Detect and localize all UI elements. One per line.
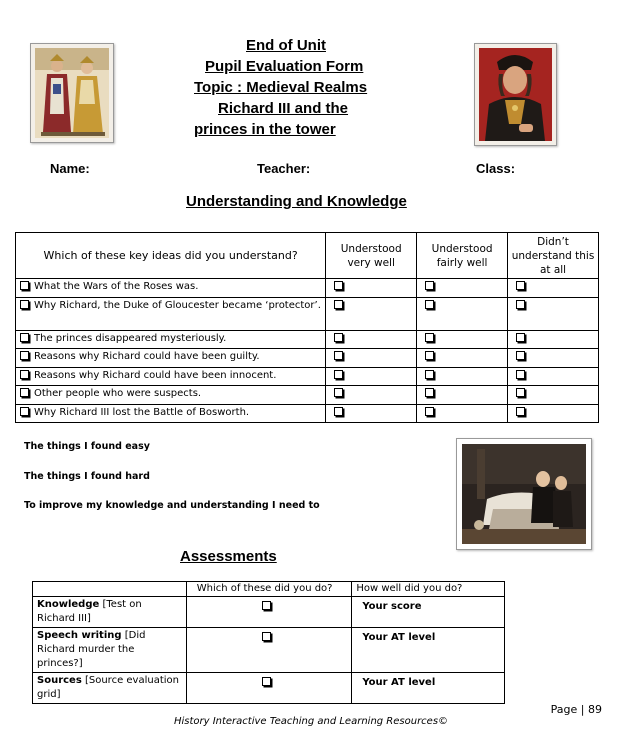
class-field-label: Class: bbox=[476, 161, 516, 176]
assessment-detail: [Test on Richard III] bbox=[37, 599, 142, 624]
checkbox-cell[interactable] bbox=[326, 404, 417, 423]
checkbox-icon[interactable] bbox=[516, 388, 525, 397]
richard-iii-portrait-image bbox=[474, 43, 557, 146]
checkbox-icon[interactable] bbox=[334, 407, 343, 416]
checkbox-icon[interactable] bbox=[516, 370, 525, 379]
checkbox-icon[interactable] bbox=[334, 333, 343, 342]
understanding-table bbox=[15, 232, 599, 423]
medieval-couple-image bbox=[30, 43, 114, 143]
key-idea-text: Other people who were suspects. bbox=[34, 388, 202, 399]
title-line-5: princes in the tower bbox=[194, 121, 336, 138]
checkbox-cell[interactable] bbox=[508, 279, 599, 298]
assessment-detail: [Source evaluation grid] bbox=[37, 675, 179, 700]
checkbox-icon bbox=[20, 407, 29, 416]
checkbox-icon bbox=[20, 351, 29, 360]
checkbox-icon[interactable] bbox=[425, 351, 434, 360]
checkbox-icon bbox=[20, 370, 29, 379]
assessment-name: Sources bbox=[37, 675, 82, 686]
page-number: Page | 89 bbox=[550, 703, 602, 716]
footer-credit: History Interactive Teaching and Learning Resources© bbox=[173, 716, 449, 727]
checkbox-icon[interactable] bbox=[516, 333, 525, 342]
checkbox-cell[interactable] bbox=[186, 597, 352, 628]
checkbox-icon[interactable] bbox=[334, 300, 343, 309]
checkbox-cell[interactable] bbox=[508, 404, 599, 423]
checkbox-cell[interactable] bbox=[326, 349, 417, 368]
result-cell: Your score bbox=[352, 597, 505, 628]
checkbox-cell[interactable] bbox=[508, 367, 599, 386]
checkbox-cell[interactable] bbox=[417, 386, 508, 405]
princes-in-tower-painting bbox=[456, 438, 592, 550]
found-hard-label: The things I found hard bbox=[24, 471, 150, 482]
checkbox-icon[interactable] bbox=[334, 281, 343, 290]
checkbox-icon bbox=[20, 333, 29, 342]
table-row bbox=[16, 386, 599, 405]
name-field-label: Name: bbox=[50, 161, 90, 176]
checkbox-icon[interactable] bbox=[262, 677, 271, 686]
checkbox-cell[interactable] bbox=[417, 297, 508, 330]
checkbox-icon[interactable] bbox=[425, 388, 434, 397]
checkbox-cell[interactable] bbox=[508, 349, 599, 368]
assessment-detail: [Did Richard murder the princes?] bbox=[37, 630, 146, 669]
column-header-activity bbox=[33, 582, 187, 597]
key-idea-cell bbox=[16, 279, 326, 298]
checkbox-icon[interactable] bbox=[516, 300, 525, 309]
checkbox-icon[interactable] bbox=[516, 281, 525, 290]
title-line-1: End of Unit bbox=[246, 37, 326, 54]
checkbox-icon bbox=[20, 281, 29, 290]
checkbox-cell[interactable] bbox=[326, 330, 417, 349]
table-row bbox=[16, 297, 599, 330]
improve-label: To improve my knowledge and understanding I need to bbox=[24, 500, 320, 511]
checkbox-cell[interactable] bbox=[417, 404, 508, 423]
assessment-name: Knowledge bbox=[37, 599, 100, 610]
checkbox-icon[interactable] bbox=[425, 333, 434, 342]
checkbox-icon[interactable] bbox=[516, 407, 525, 416]
key-idea-text: Reasons why Richard could have been guilty. bbox=[34, 351, 260, 362]
checkbox-cell[interactable] bbox=[508, 386, 599, 405]
checkbox-icon[interactable] bbox=[425, 407, 434, 416]
assessment-cell bbox=[33, 628, 187, 673]
column-header-key-ideas: Which of these key ideas did you understand? bbox=[16, 233, 326, 279]
assessment-cell bbox=[33, 597, 187, 628]
checkbox-cell[interactable] bbox=[326, 297, 417, 330]
title-line-4: Richard III and the bbox=[218, 100, 349, 117]
understanding-heading: Understanding and Knowledge bbox=[186, 193, 407, 210]
column-header-which-did: Which of these did you do? bbox=[186, 582, 352, 597]
table-row bbox=[16, 279, 599, 298]
key-idea-cell bbox=[16, 349, 326, 368]
assessment-cell bbox=[33, 673, 187, 704]
table-header-row bbox=[33, 582, 505, 597]
checkbox-icon[interactable] bbox=[262, 601, 271, 610]
table-row bbox=[16, 349, 599, 368]
key-idea-text: Why Richard III lost the Battle of Bosworth. bbox=[34, 406, 250, 418]
key-idea-cell bbox=[16, 386, 326, 405]
assessment-name: Speech writing bbox=[37, 630, 122, 641]
table-row bbox=[16, 330, 599, 349]
key-idea-cell bbox=[16, 404, 326, 423]
assessments-table bbox=[32, 581, 505, 704]
column-header-how-well: How well did you do? bbox=[352, 582, 505, 597]
table-header-row bbox=[16, 233, 599, 279]
checkbox-icon[interactable] bbox=[334, 388, 343, 397]
checkbox-cell[interactable] bbox=[417, 349, 508, 368]
title-line-2: Pupil Evaluation Form bbox=[205, 58, 364, 75]
teacher-field-label: Teacher: bbox=[257, 161, 311, 176]
table-row bbox=[16, 367, 599, 386]
assessments-heading: Assessments bbox=[180, 548, 277, 565]
checkbox-cell[interactable] bbox=[186, 628, 352, 673]
checkbox-cell[interactable] bbox=[326, 386, 417, 405]
checkbox-icon[interactable] bbox=[425, 300, 434, 309]
key-idea-cell bbox=[16, 297, 326, 330]
column-header-fairly-well: Understood fairly well bbox=[417, 233, 508, 279]
checkbox-cell[interactable] bbox=[326, 367, 417, 386]
checkbox-icon[interactable] bbox=[334, 370, 343, 379]
key-idea-text: Why Richard, the Duke of Gloucester became ‘protector’. bbox=[34, 299, 321, 311]
checkbox-icon[interactable] bbox=[425, 370, 434, 379]
checkbox-icon[interactable] bbox=[262, 632, 271, 641]
checkbox-cell[interactable] bbox=[417, 279, 508, 298]
checkbox-cell[interactable] bbox=[508, 330, 599, 349]
checkbox-cell[interactable] bbox=[417, 330, 508, 349]
checkbox-icon bbox=[20, 388, 29, 397]
key-idea-cell bbox=[16, 367, 326, 386]
checkbox-cell[interactable] bbox=[326, 279, 417, 298]
table-row bbox=[16, 404, 599, 423]
checkbox-cell[interactable] bbox=[186, 673, 352, 704]
key-idea-text: The princes disappeared mysteriously. bbox=[34, 332, 227, 344]
key-idea-text: What the Wars of the Roses was. bbox=[34, 281, 199, 292]
table-row bbox=[33, 628, 505, 673]
checkbox-cell[interactable] bbox=[417, 367, 508, 386]
table-row bbox=[33, 673, 505, 704]
result-cell: Your AT level bbox=[352, 628, 505, 673]
checkbox-icon bbox=[20, 300, 29, 309]
title-line-3: Topic : Medieval Realms bbox=[194, 79, 368, 96]
checkbox-icon[interactable] bbox=[334, 351, 343, 360]
column-header-didnt-understand: Didn’t understand this at all bbox=[508, 233, 599, 279]
checkbox-icon[interactable] bbox=[425, 281, 434, 290]
column-header-very-well: Understood very well bbox=[326, 233, 417, 279]
table-row bbox=[33, 597, 505, 628]
found-easy-label: The things I found easy bbox=[24, 441, 150, 452]
result-cell: Your AT level bbox=[352, 673, 505, 704]
key-idea-cell bbox=[16, 330, 326, 349]
checkbox-cell[interactable] bbox=[508, 297, 599, 330]
checkbox-icon[interactable] bbox=[516, 351, 525, 360]
key-idea-text: Reasons why Richard could have been innocent. bbox=[34, 369, 277, 381]
